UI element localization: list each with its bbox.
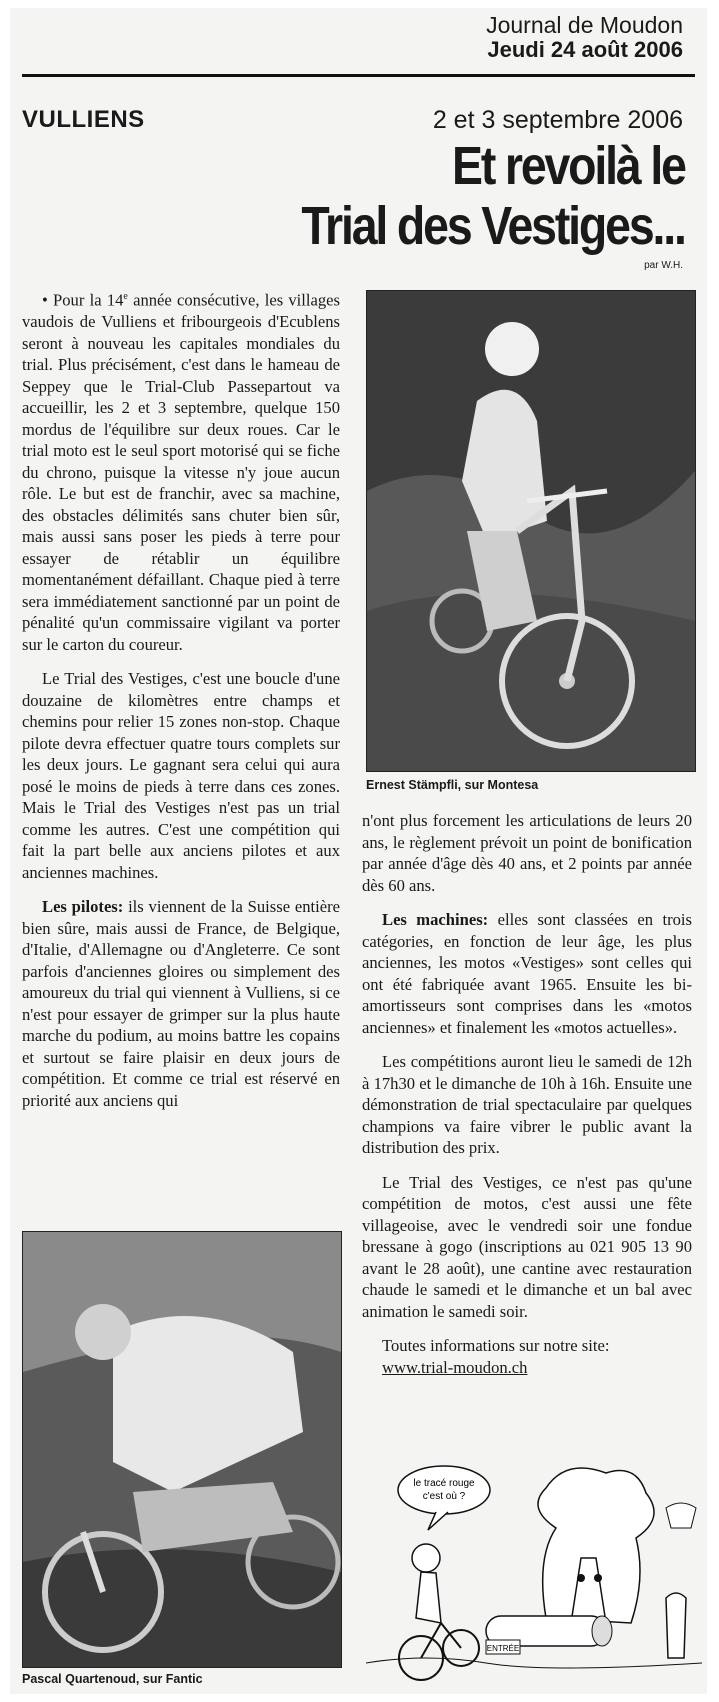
- rider-photo-1-illustration: [367, 291, 695, 771]
- paragraph-intro: [22, 286, 340, 655]
- byline: par W.H.: [644, 260, 683, 271]
- headline: [302, 136, 685, 256]
- paragraph-schedule: Les compétitions auront lieu le samedi de 12h à 17h30 et le dimanche de 10h à 16h. Ensuite une démonstration de trial spectaculaire par quelques champions va faire vibrer le public avant la distribution des prix.: [362, 1052, 692, 1157]
- headline-line-1: Et revoilà le: [452, 136, 685, 196]
- photo-caption-1: Ernest Stämpfli, sur Montesa: [366, 778, 539, 792]
- article-column-2: [362, 810, 692, 1378]
- website-link[interactable]: www.trial-moudon.ch: [382, 1357, 528, 1377]
- event-date: 2 et 3 septembre 2006: [432, 106, 683, 134]
- journal-name: Journal de Moudon: [486, 12, 683, 38]
- ordinal-suffix: e: [123, 291, 128, 302]
- photo-caption-2: Pascal Quartenoud, sur Fantic: [22, 1672, 203, 1686]
- photo-ernest-stampfli: [366, 290, 696, 772]
- issue-date: Jeudi 24 août 2006: [487, 37, 683, 62]
- headline-line-2: Trial des Vestiges...: [301, 196, 685, 256]
- pilots-lead: Les pilotes:: [42, 897, 124, 917]
- paragraph-pilots-continued: n'ont plus forcement les articulations de leurs 20 ans, le règlement prévoit un point de bonification par année d'âge dès 40 ans, et 2 points par année dès 60 ans.: [362, 811, 692, 895]
- trial-cartoon: [366, 1448, 702, 1693]
- machines-lead: Les machines:: [382, 910, 489, 929]
- newspaper-page: [10, 8, 707, 1694]
- photo-pascal-quartenoud: [22, 1231, 342, 1668]
- bubble-text-1: le tracé rouge: [413, 1478, 475, 1489]
- paragraph-pilots: [22, 896, 340, 1111]
- masthead: [486, 12, 683, 62]
- pilots-text: ils viennent de la Suisse entière bien sûre, mais aussi de France, de Belgique, d'Italie, d'Allemagne ou d'Angleterre. Ce sont parfois d'anciennes gloires ou simplement des amoureux du trial qui viennent à Vulliens, si ce n'est pour essayer de grimper sur la plus haute marche du podium, au moins battre les copains et surtout se faire plaisir en deux jours de compétition. Et comme ce trial est réservé en priorité aux anciens qui: [22, 897, 340, 1110]
- sign-text: ENTRÉE: [486, 1644, 520, 1653]
- intro-rest: année consécutive, les villages vaudois de Vulliens et fribourgeois d'Ecublens seront à nouveau les capitales mondiales du trial. Plus précisément, c'est dans le hameau de Seppey que le Trial-Club Passepartout va accueillir, les 2 et 3 septembre, quelque 150 mordus de l'équilibre sur deux roues. Car le trial moto est le seul sport motorisé qui se fiche du chrono, puisque la vitesse n'y joue aucun rôle. Le but est de franchir, avec sa machine, des obstacles délimités sans chuter bien sûr, mais aussi sans poser les pieds à terre pour essayer de rétablir un équilibre momentanément défaillant. Chaque pied à terre sera immédiatement sanctionné par un point de pénalité qu'un commissaire vigilant va porter sur le carton du coureur.: [22, 290, 340, 654]
- masthead-rule: [22, 74, 695, 77]
- bubble-text-2: c'est où ?: [422, 1491, 466, 1502]
- intro-start: • Pour la 14: [42, 290, 124, 310]
- article-column-1: [22, 286, 340, 1124]
- paragraph-course: Le Trial des Vestiges, c'est une boucle d'une douzaine de kilomètres entre champs et chemins pour relier 15 zones non-stop. Chaque pilote devra effectuer quatre tours complets sur les deux jours. Le gagnant sera celui qui aura posé le moins de pieds à terre dans ces zones. Mais le Trial des Vestiges n'est pas un trial comme les autres. C'est une compétition qui fait la part belle aux anciens pilotes et aux anciennes machines.: [22, 669, 340, 882]
- paragraph-festivities: Le Trial des Vestiges, ce n'est pas qu'une compétition de motos, c'est aussi une fête villageoise, avec le vendredi soir une fondue bressane à gogo (inscriptions au 021 905 13 90 avant le 28 août), une cantine avec restauration chaude le samedi et le dimanche et un bal avec animation le samedi soir.: [362, 1172, 692, 1321]
- rider-photo-2-illustration: [23, 1232, 341, 1667]
- paragraph-info: Toutes informations sur notre site:: [382, 1336, 610, 1355]
- cartoon-illustration: [366, 1448, 702, 1693]
- machines-text: elles sont classées en trois catégories, en fonction de leur âge, les plus anciennes, les motos «Vestiges» sont celles qui ont été fabriquée avant 1965. Ensuite les bi-amortisseurs sont comprises dans les «motos anciennes» et finalement les «motos actuelles».: [362, 910, 692, 1037]
- section-label: VULLIENS: [22, 106, 145, 133]
- paragraph-machines: [362, 909, 692, 1038]
